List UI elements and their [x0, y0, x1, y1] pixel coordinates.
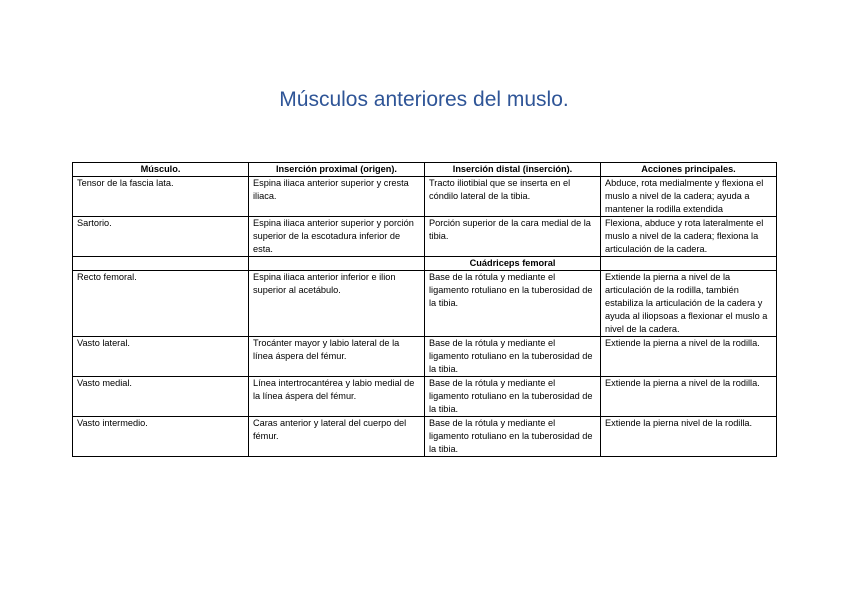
table-row — [73, 377, 777, 417]
group-empty-cell — [73, 257, 249, 271]
cell-muscle: Vasto lateral. — [73, 337, 249, 377]
cell-muscle: Recto femoral. — [73, 271, 249, 337]
cell-muscle: Sartorio. — [73, 217, 249, 257]
cell-proximal: Trocánter mayor y labio lateral de la línea áspera del fémur. — [249, 337, 425, 377]
cell-proximal: Línea intertrocantérea y labio medial de la línea áspera del fémur. — [249, 377, 425, 417]
table-row — [73, 217, 777, 257]
cell-actions: Abduce, rota medialmente y flexiona el muslo a nivel de la cadera; ayuda a mantener la rodilla extendida — [601, 177, 777, 217]
table-header-row — [73, 163, 777, 177]
cell-muscle: Tensor de la fascia lata. — [73, 177, 249, 217]
cell-proximal: Espina iliaca anterior superior y porción superior de la escotadura inferior de esta. — [249, 217, 425, 257]
cell-actions: Extiende la pierna nivel de la rodilla. — [601, 417, 777, 457]
header-muscle: Músculo. — [73, 163, 249, 177]
cell-proximal: Caras anterior y lateral del cuerpo del fémur. — [249, 417, 425, 457]
table-row — [73, 271, 777, 337]
cell-distal: Base de la rótula y mediante el ligamento rotuliano en la tuberosidad de la tibia. — [425, 377, 601, 417]
header-distal: Inserción distal (inserción). — [425, 163, 601, 177]
muscles-table — [72, 162, 777, 457]
cell-actions: Extiende la pierna a nivel de la rodilla. — [601, 337, 777, 377]
cell-proximal: Espina iliaca anterior inferior e ilion superior al acetábulo. — [249, 271, 425, 337]
page-title: Músculos anteriores del muslo. — [279, 88, 569, 111]
cell-distal: Tracto iliotibial que se inserta en el cóndilo lateral de la tibia. — [425, 177, 601, 217]
cell-muscle: Vasto intermedio. — [73, 417, 249, 457]
group-label: Cuádriceps femoral — [425, 257, 601, 271]
cell-distal: Base de la rótula y mediante el ligamento rotuliano en la tuberosidad de la tibia. — [425, 271, 601, 337]
header-proximal: Inserción proximal (origen). — [249, 163, 425, 177]
group-row — [73, 257, 777, 271]
table-row — [73, 177, 777, 217]
cell-actions: Extiende la pierna a nivel de la articulación de la rodilla, también estabiliza la articulación de la cadera y ayuda al iliopsoas a flexionar el muslo a nivel de la cadera. — [601, 271, 777, 337]
cell-actions: Flexiona, abduce y rota lateralmente el muslo a nivel de la cadera; flexiona la articulación de la cadera. — [601, 217, 777, 257]
cell-distal: Base de la rótula y mediante el ligamento rotuliano en la tuberosidad de la tibia. — [425, 417, 601, 457]
cell-proximal: Espina iliaca anterior superior y cresta iliaca. — [249, 177, 425, 217]
group-empty-cell — [601, 257, 777, 271]
header-actions: Acciones principales. — [601, 163, 777, 177]
table-row — [73, 417, 777, 457]
cell-distal: Base de la rótula y mediante el ligamento rotuliano en la tuberosidad de la tibia. — [425, 337, 601, 377]
cell-actions: Extiende la pierna a nivel de la rodilla. — [601, 377, 777, 417]
group-empty-cell — [249, 257, 425, 271]
cell-distal: Porción superior de la cara medial de la tibia. — [425, 217, 601, 257]
cell-muscle: Vasto medial. — [73, 377, 249, 417]
table-row — [73, 337, 777, 377]
